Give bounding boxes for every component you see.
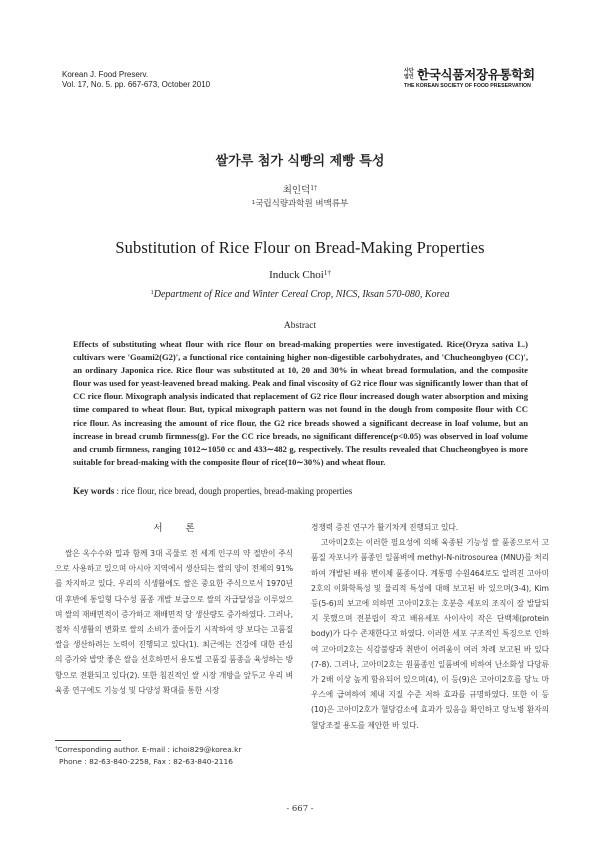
introduction-paragraph-2: 고아미2호는 이러한 필요성에 의해 육종된 기능성 쌀 품종으로서 고품질 자포니카 품종인 일품벼에 methyl-N-nitrosourea (MNU)를 처리하여 개발된 배유 변이체 품종이다. 계통명 수원464로도 알려진 고아미2호의 이화학특성 및 물리적 특성에 대해 보고된 바 있으며(3-4), Kim 등(5-6)의 보고에 의하면 고아미2호는 호분층 세포의 조직이 잘 발달되지 못했으며 전분립이 작고 배유세포 사이사이 작은 단백체(protein body)가 다수 존재한다고 하였다. 이러한 세포 구조적인 특징으로 인하여 고아미2호는 식감불량과 취반이 어려움이 여러 차례 보고된 바 있다(7-8). 그러나, 고아미2호는 원품종인 일품벼에 비하여 난소화성 다당류가 2배 이상 높게 함유되어 있으며(4), 이 등(9)은 고아미2호를 당뇨 마우스에 급여하여 체내 지질 수준 저하 효과를 규명하였다. 또한 이 등(10)은 고아미2호가 혈당감소에 효과가 있음을 확인하고 당뇨병 환자의 혈당조절 용도를 제안한 바 있다.	[311, 538, 549, 730]
left-column	[55, 520, 293, 698]
journal-citation	[62, 70, 322, 90]
affiliation-english-num: 1	[150, 289, 154, 297]
affiliation-english-text: Department of Rice and Winter Cereal Crop, NICS, Iksan 570-080, Korea	[153, 289, 450, 300]
author-korean-name: 최인덕	[282, 185, 311, 196]
society-mark	[404, 67, 417, 82]
author-korean-sup: 1†	[310, 185, 318, 193]
author-korean	[0, 182, 600, 196]
abstract-text: Effects of substituting wheat flour with rice flour on bread-making properties were investigated. Rice(Oryza sativa L.) cultivars were 'Goami2(G2)', a functional rice containing higher non-digestible carbohydrates, and 'Chucheongbyeo (CC)', an ordinary Japonica rice. Rice flour was substituted at 10, 20 and 30% in wheat bread formulation, and the composite flour was used for yeast-leavened bread making. Peak and final viscosity of G2 rice flour was significantly lower than that of CC rice flour. Mixograph analysis indicated that replacement of G2 rice flour increased dough water absorption and mixing time compared to wheat flour. But, typical mixograph pattern was not found in the dough from composite flour with CC rice flour. As increasing the amount of rice flour, the G2 rice breads showed a significant decrease in loaf volume, but an increase in bread crumb firmness(g). For the CC rice breads, no significant difference(p<0.05) was observed in loaf volume and crumb firmness, ranging 1012∼1050 cc and 433∼482 g, respectively. The results revealed that Chucheongbyeo is more suitable for bread-making with the composite flour of rice(10∼30%) and wheat flour.	[73, 339, 528, 467]
affiliation-korean	[0, 197, 600, 209]
society-logo	[404, 66, 542, 92]
affiliation-english	[0, 289, 600, 300]
society-mark-bottom: 법인	[404, 74, 414, 80]
footnote-marker: †	[55, 746, 58, 752]
page-number: - 667 -	[286, 804, 314, 814]
title-korean: 쌀가루 첨가 식빵의 제빵 특성	[215, 154, 385, 169]
journal-volume: Vol. 17, No. 5. pp. 667-673, October 2010	[62, 80, 211, 89]
journal-name: Korean J. Food Preserv.	[62, 70, 149, 79]
introduction-heading: 서 론	[153, 523, 205, 534]
introduction-paragraph-1: 쌀은 옥수수와 밀과 함께 3대 곡물로 전 세계 인구의 약 절반이 주식으로 사용하고 있으며 아시아 지역에서 생산되는 쌀의 양이 전체의 91%를 차지하고 있다. 우리의 식생활에도 쌀은 중요한 주식으로서 1970년 대 후반에 통일형 다수성 품종 개발 보급으로 쌀의 자급달성을 이루었으며 쌀의 재배면적이 증가하고 재배면적 당 생산량도 증가하였다. 그러나, 점차 식생활의 변화로 쌀의 소비가 줄어들기 시작하여 양 보다는 고품질 쌀을 생산하려는 노력이 진행되고 있다(1). 최근에는 건강에 대한 관심의 증가와 밥맛 좋은 쌀을 선호하면서 용도별 고품질 품종을 육성하는 방향으로 전환되고 있다(2). 또한 침진적인 쌀 시장 개방을 앞두고 우리 벼 육종 연구에도 기능성 및 다양성 확대를 통한 시장	[55, 549, 293, 695]
society-name-ko: 한국식품저장유통학회	[417, 67, 535, 82]
footnote-phone-line: Phone : 82-63-840-2258, Fax : 82-63-840-2116	[59, 757, 233, 766]
footnote-email-line: Corresponding author. E-mail : ichoi829@korea.kr	[57, 745, 242, 754]
society-name-en: THE KOREAN SOCIETY OF FOOD PRESERVATION	[404, 83, 531, 89]
author-english-name: Induck Choi	[269, 269, 324, 281]
author-english	[0, 269, 600, 281]
abstract-heading: Abstract	[283, 321, 317, 331]
society-mark-top: 사단	[404, 68, 414, 74]
title-english: Substitution of Rice Flour on Bread-Making Properties	[115, 238, 485, 257]
keywords-text: : rice flour, rice bread, dough properties, bread-making properties	[116, 486, 353, 496]
right-column	[311, 520, 549, 733]
affiliation-korean-text: 국립식량과학원 벼맥류부	[255, 199, 349, 209]
footnote-rule	[55, 740, 121, 741]
author-english-sup: 1†	[323, 268, 331, 277]
footnote-corresponding	[55, 744, 295, 756]
introduction-paragraph-1-cont: 경쟁력 증진 연구가 활기차게 진행되고 있다.	[311, 523, 459, 532]
keywords-label: Key words	[73, 486, 115, 496]
affiliation-korean-num: 1	[251, 199, 256, 206]
footnote	[55, 744, 295, 768]
keywords	[73, 486, 528, 496]
